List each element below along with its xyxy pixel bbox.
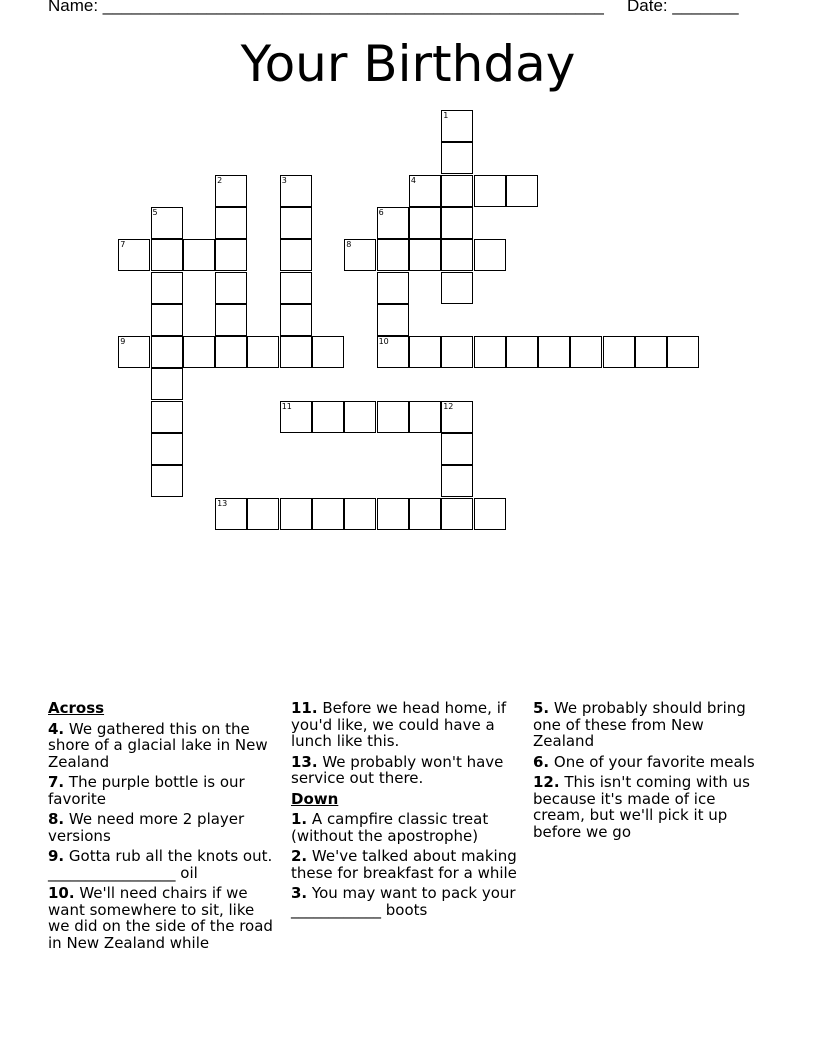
- grid-cell[interactable]: [441, 239, 473, 271]
- clue-item: [291, 811, 523, 844]
- grid-cell[interactable]: [151, 304, 183, 336]
- clue-number-label: 7.: [48, 773, 65, 791]
- clue-number-label: 2.: [291, 847, 308, 865]
- clue-text: We gathered this on the shore of a glacial lake in New Zealand: [48, 719, 268, 771]
- grid-cell[interactable]: [377, 207, 409, 239]
- grid-cell[interactable]: [506, 336, 538, 368]
- grid-cell[interactable]: [344, 401, 376, 433]
- grid-cell[interactable]: [215, 336, 247, 368]
- clue-item: [533, 754, 765, 771]
- grid-cell[interactable]: [474, 336, 506, 368]
- grid-cell[interactable]: [377, 304, 409, 336]
- clue-number-label: 8.: [48, 810, 65, 828]
- clue-item: [291, 700, 523, 750]
- grid-cell[interactable]: [280, 304, 312, 336]
- grid-cell[interactable]: [441, 336, 473, 368]
- clue-number-label: 1.: [291, 810, 308, 828]
- clue-number: 4: [410, 175, 416, 185]
- clue-number: 9: [120, 337, 126, 347]
- clue-item: [48, 774, 280, 807]
- grid-cell[interactable]: [280, 336, 312, 368]
- grid-cell[interactable]: [441, 465, 473, 497]
- clue-number-label: 4.: [48, 719, 65, 738]
- grid-cell[interactable]: [441, 401, 473, 433]
- grid-cell[interactable]: [280, 175, 312, 207]
- grid-cell[interactable]: [377, 239, 409, 271]
- clue-text: This isn't coming with us because it's made of ice cream, but we'll pick it up before we go: [533, 773, 750, 841]
- grid-cell[interactable]: [215, 272, 247, 304]
- grid-cell[interactable]: [409, 239, 441, 271]
- grid-cell[interactable]: [151, 433, 183, 465]
- grid-cell[interactable]: [344, 498, 376, 530]
- clue-text: We've talked about making these for breakfast for a while: [291, 847, 517, 882]
- grid-cell[interactable]: [151, 239, 183, 271]
- grid-cell[interactable]: [312, 336, 344, 368]
- grid-cell[interactable]: [570, 336, 602, 368]
- grid-cell[interactable]: [118, 239, 150, 271]
- grid-cell[interactable]: [183, 239, 215, 271]
- grid-cell[interactable]: [183, 336, 215, 368]
- grid-cell[interactable]: [635, 336, 667, 368]
- grid-cell[interactable]: [280, 239, 312, 271]
- grid-cell[interactable]: [312, 401, 344, 433]
- clue-item: [291, 754, 523, 787]
- grid-cell[interactable]: [151, 465, 183, 497]
- clue-number: 13: [217, 498, 228, 508]
- clue-item: [291, 848, 523, 881]
- grid-cell[interactable]: [667, 336, 699, 368]
- grid-cell[interactable]: [377, 498, 409, 530]
- grid-cell[interactable]: [280, 498, 312, 530]
- clue-text: We'll need chairs if we want somewhere to sit, like we did on the side of the road in New Zealand while: [48, 884, 273, 952]
- grid-cell[interactable]: [409, 498, 441, 530]
- grid-cell[interactable]: [409, 175, 441, 207]
- clues-section: [48, 700, 768, 1020]
- grid-cell[interactable]: [474, 498, 506, 530]
- clue-number-label: 3.: [291, 884, 308, 902]
- grid-cell[interactable]: [215, 175, 247, 207]
- clue-text: We probably should bring one of these from New Zealand: [533, 699, 746, 750]
- grid-cell[interactable]: [312, 498, 344, 530]
- clues-column-2: [291, 700, 523, 922]
- clue-text: We need more 2 player versions: [48, 810, 245, 845]
- grid-cell[interactable]: [344, 239, 376, 271]
- grid-cell[interactable]: [215, 207, 247, 239]
- clue-text: A campfire classic treat (without the apostrophe): [291, 810, 489, 845]
- grid-cell[interactable]: [280, 207, 312, 239]
- clue-number-label: 11.: [291, 699, 318, 717]
- name-field: Name: _____________________________________________________: [48, 0, 604, 15]
- clue-number-label: 9.: [48, 847, 65, 865]
- grid-cell[interactable]: [603, 336, 635, 368]
- clue-number: 5: [152, 207, 158, 217]
- page-title: Your Birthday: [240, 35, 576, 93]
- grid-cell[interactable]: [474, 239, 506, 271]
- grid-cell[interactable]: [409, 401, 441, 433]
- grid-cell[interactable]: [506, 175, 538, 207]
- clue-number-label: 10.: [48, 884, 75, 902]
- grid-cell[interactable]: [151, 336, 183, 368]
- grid-cell[interactable]: [441, 110, 473, 142]
- across-heading: Across: [48, 699, 105, 717]
- date-field: Date: _______: [627, 0, 739, 15]
- grid-cell[interactable]: [474, 175, 506, 207]
- grid-cell[interactable]: [441, 175, 473, 207]
- grid-cell[interactable]: [441, 272, 473, 304]
- grid-cell[interactable]: [118, 336, 150, 368]
- clue-number: 7: [120, 240, 126, 250]
- clue-number: 6: [378, 207, 384, 217]
- clue-number: 1: [443, 111, 449, 120]
- clue-number: 11: [281, 401, 292, 411]
- grid-cell[interactable]: [377, 272, 409, 304]
- grid-cell[interactable]: [151, 272, 183, 304]
- clue-item: [291, 885, 523, 918]
- clue-text: The purple bottle is our favorite: [48, 773, 245, 808]
- clue-text: We probably won't have service out there.: [291, 752, 504, 787]
- grid-cell[interactable]: [151, 368, 183, 400]
- clue-text: You may want to pack your ____________ boots: [291, 884, 516, 919]
- grid-cell[interactable]: [441, 498, 473, 530]
- clue-number-label: 12.: [533, 773, 560, 791]
- clue-text: Gotta rub all the knots out. _________________ oil: [48, 847, 273, 882]
- clue-item: [48, 885, 280, 951]
- grid-cell[interactable]: [377, 401, 409, 433]
- grid-cell[interactable]: [151, 401, 183, 433]
- grid-cell[interactable]: [409, 207, 441, 239]
- clue-text: Before we head home, if you'd like, we could have a lunch like this.: [291, 699, 507, 750]
- clue-item: [48, 848, 280, 881]
- grid-cell[interactable]: [280, 272, 312, 304]
- down-heading: Down: [291, 789, 339, 808]
- clue-number: 3: [281, 175, 287, 185]
- grid-cell[interactable]: [538, 336, 570, 368]
- clues-column-1: [48, 700, 280, 955]
- grid-cell[interactable]: [377, 336, 409, 368]
- grid-cell[interactable]: [215, 239, 247, 271]
- clue-item: [48, 721, 280, 771]
- clue-number-label: 13.: [291, 752, 318, 771]
- grid-cell[interactable]: [151, 207, 183, 239]
- clue-item: [48, 811, 280, 844]
- grid-cell[interactable]: [247, 336, 279, 368]
- grid-cell[interactable]: [280, 401, 312, 433]
- grid-cell[interactable]: [441, 207, 473, 239]
- clue-number-label: 5.: [533, 699, 550, 717]
- clue-number-label: 6.: [533, 752, 550, 771]
- clue-number: 8: [346, 240, 352, 250]
- clues-column-3: [533, 700, 765, 844]
- grid-cell[interactable]: [247, 498, 279, 530]
- grid-cell[interactable]: [215, 304, 247, 336]
- clue-number: 2: [217, 175, 223, 185]
- grid-cell[interactable]: [441, 142, 473, 174]
- clue-item: [533, 774, 765, 840]
- clue-text: One of your favorite meals: [549, 752, 755, 771]
- clue-number: 10: [378, 337, 389, 347]
- grid-cell[interactable]: [441, 433, 473, 465]
- grid-cell[interactable]: [215, 498, 247, 530]
- clue-item: [533, 700, 765, 750]
- grid-cell[interactable]: [409, 336, 441, 368]
- clue-number: 12: [443, 401, 454, 411]
